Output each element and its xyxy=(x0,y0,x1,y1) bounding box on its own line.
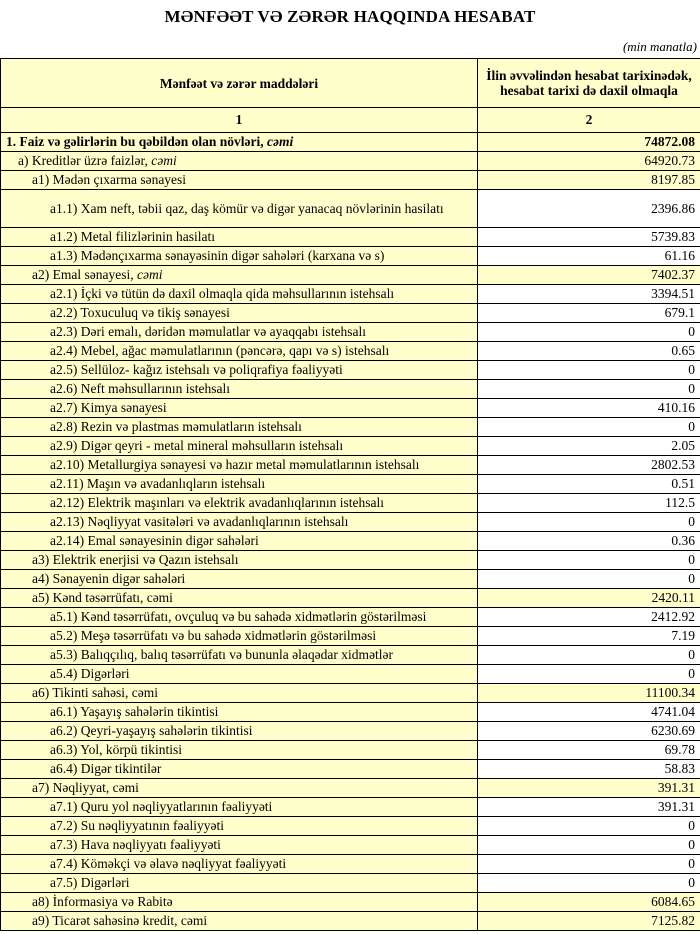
row-value: 0 xyxy=(478,323,700,342)
row-label: a2.12) Elektrik maşınları və elektrik avadanlıqlarının istehsalı xyxy=(1,494,478,513)
table-row xyxy=(1,247,700,266)
row-label: a7.1) Quru yol nəqliyyatlarının fəaliyyəti xyxy=(1,798,478,817)
row-label: a5) Kənd təsərrüfatı, cəmi xyxy=(1,589,478,608)
table-row xyxy=(1,152,700,171)
table-row xyxy=(1,532,700,551)
row-value: 7125.82 xyxy=(478,912,700,931)
header-row xyxy=(1,59,700,108)
row-label: a5.1) Kənd təsərrüfatı, ovçuluq və bu sahədə xidmətlərin göstərilməsi xyxy=(1,608,478,627)
row-label: a2.14) Emal sənayesinin digər sahələri xyxy=(1,532,478,551)
row-value: 391.31 xyxy=(478,798,700,817)
row-value: 391.31 xyxy=(478,779,700,798)
row-value: 112.5 xyxy=(478,494,700,513)
row-value: 58.83 xyxy=(478,760,700,779)
row-value: 0 xyxy=(478,361,700,380)
row-label: a2.5) Sellüloz- kağız istehsalı və poliqrafiya fəaliyyəti xyxy=(1,361,478,380)
row-label: a9) Ticarət sahəsinə kredit, cəmi xyxy=(1,912,478,931)
row-value: 0 xyxy=(478,836,700,855)
col1-header: Mənfəət və zərər maddələri xyxy=(1,59,478,108)
row-value: 0 xyxy=(478,380,700,399)
table-row xyxy=(1,912,700,931)
row-label: a7.5) Digərləri xyxy=(1,874,478,893)
row-label: a1.3) Mədənçıxarma sənayəsinin digər sahələri (karxana və s) xyxy=(1,247,478,266)
row-value: 2802.53 xyxy=(478,456,700,475)
row-value: 0.65 xyxy=(478,342,700,361)
row-value: 0.36 xyxy=(478,532,700,551)
table-row xyxy=(1,836,700,855)
table-row xyxy=(1,646,700,665)
row-value: 74872.08 xyxy=(478,133,700,152)
row-label: a6) Tikinti sahəsi, cəmi xyxy=(1,684,478,703)
pnl-table xyxy=(0,58,700,931)
table-row xyxy=(1,874,700,893)
table-row xyxy=(1,608,700,627)
row-label-italic: cəmi xyxy=(151,153,177,168)
row-label: a1) Mədən çıxarma sənayesi xyxy=(1,171,478,190)
row-value: 0 xyxy=(478,418,700,437)
row-value: 0 xyxy=(478,665,700,684)
row-label-italic: cəmi xyxy=(136,267,163,282)
row-value: 2420.11 xyxy=(478,589,700,608)
row-value: 61.16 xyxy=(478,247,700,266)
table-row xyxy=(1,190,700,228)
table-row xyxy=(1,570,700,589)
row-value: 3394.51 xyxy=(478,285,700,304)
table-row xyxy=(1,855,700,874)
row-label: a8) İnformasiya və Rabitə xyxy=(1,893,478,912)
table-row xyxy=(1,741,700,760)
row-value: 2396.86 xyxy=(478,190,700,228)
table-row xyxy=(1,551,700,570)
row-value: 69.78 xyxy=(478,741,700,760)
table-row xyxy=(1,228,700,247)
table-row xyxy=(1,475,700,494)
row-value: 0 xyxy=(478,551,700,570)
row-value: 0 xyxy=(478,570,700,589)
col1-number: 1 xyxy=(1,108,478,133)
row-label: a7.3) Hava nəqliyyatı fəaliyyəti xyxy=(1,836,478,855)
row-value: 64920.73 xyxy=(478,152,700,171)
row-label: a6.4) Digər tikintilər xyxy=(1,760,478,779)
row-value: 11100.34 xyxy=(478,684,700,703)
page-title: MƏNFƏƏT VƏ ZƏRƏR HAQQINDA HESABAT xyxy=(164,7,536,26)
row-value: 2412.92 xyxy=(478,608,700,627)
row-label: a2.3) Dəri emalı, dəridən məmulatlar və ayaqqabı istehsalı xyxy=(1,323,478,342)
row-label: a2.4) Mebel, ağac məmulatlarının (pəncərə, qapı və s) istehsalı xyxy=(1,342,478,361)
row-label: a7) Nəqliyyat, cəmi xyxy=(1,779,478,798)
table-body xyxy=(1,133,700,931)
row-label: a3) Elektrik enerjisi və Qazın istehsalı xyxy=(1,551,478,570)
row-value: 7.19 xyxy=(478,627,700,646)
table-row xyxy=(1,266,700,285)
table-row xyxy=(1,171,700,190)
row-value: 679.1 xyxy=(478,304,700,323)
row-value: 0.51 xyxy=(478,475,700,494)
row-value: 0 xyxy=(478,817,700,836)
row-label: a6.1) Yaşayış sahələrin tikintisi xyxy=(1,703,478,722)
table-row xyxy=(1,418,700,437)
row-label: a5.3) Balıqçılıq, balıq təsərrüfatı və bununla əlaqədar xidmətlər xyxy=(1,646,478,665)
row-value: 8197.85 xyxy=(478,171,700,190)
row-label: a5.2) Meşə təsərrüfatı və bu sahədə xidmətlərin göstərilməsi xyxy=(1,627,478,646)
row-label: a2.8) Rezin və plastmas məmulatların istehsalı xyxy=(1,418,478,437)
table-row xyxy=(1,323,700,342)
row-value: 410.16 xyxy=(478,399,700,418)
row-label: a2.13) Nəqliyyat vasitələri və avadanlıqlarının istehsalı xyxy=(1,513,478,532)
table-row xyxy=(1,133,700,152)
row-label: a2.6) Neft məhsullarının istehsalı xyxy=(1,380,478,399)
row-label: a7.4) Köməkçi və əlavə nəqliyyat fəaliyyəti xyxy=(1,855,478,874)
row-value: 0 xyxy=(478,874,700,893)
row-label: a7.2) Su nəqliyyatının fəaliyyəti xyxy=(1,817,478,836)
table-row xyxy=(1,361,700,380)
row-value: 0 xyxy=(478,855,700,874)
table-row xyxy=(1,798,700,817)
row-value: 4741.04 xyxy=(478,703,700,722)
column-number-row xyxy=(1,108,700,133)
row-label: a1.2) Metal filizlərinin hasilatı xyxy=(1,228,478,247)
row-label: a6.2) Qeyri-yaşayış sahələrin tikintisi xyxy=(1,722,478,741)
unit-note: (min manatla) xyxy=(622,39,697,54)
row-value: 0 xyxy=(478,513,700,532)
table-row xyxy=(1,893,700,912)
table-row xyxy=(1,665,700,684)
col2-header: İlin əvvəlindən hesabat tarixinədək, hesabat tarixi də daxil olmaqla xyxy=(478,59,700,108)
table-row xyxy=(1,304,700,323)
row-label: a2) Emal sənayesi, cəmi xyxy=(1,266,478,285)
row-label: a5.4) Digərləri xyxy=(1,665,478,684)
row-value: 6230.69 xyxy=(478,722,700,741)
table-row xyxy=(1,494,700,513)
table-row xyxy=(1,779,700,798)
table-row xyxy=(1,589,700,608)
row-label: a2.10) Metallurgiya sənayesi və hazır metal məmulatlarının istehsalı xyxy=(1,456,478,475)
table-row xyxy=(1,722,700,741)
row-label-italic: cəmi xyxy=(267,134,294,149)
row-label: a2.11) Maşın və avadanlıqların istehsalı xyxy=(1,475,478,494)
table-row xyxy=(1,399,700,418)
row-label: 1. Faiz və gəlirlərin bu qəbildən olan növləri, cəmi xyxy=(1,133,478,152)
row-value: 0 xyxy=(478,646,700,665)
table-row xyxy=(1,342,700,361)
table-row xyxy=(1,437,700,456)
row-label: a2.2) Toxuculuq və tikiş sənayesi xyxy=(1,304,478,323)
row-value: 7402.37 xyxy=(478,266,700,285)
row-value: 5739.83 xyxy=(478,228,700,247)
table-row xyxy=(1,513,700,532)
table-row xyxy=(1,684,700,703)
table-row xyxy=(1,817,700,836)
row-label: a2.7) Kimya sənayesi xyxy=(1,399,478,418)
row-label: a2.9) Digər qeyri - metal mineral məhsulların istehsalı xyxy=(1,437,478,456)
table-row xyxy=(1,456,700,475)
table-row xyxy=(1,380,700,399)
row-value: 6084.65 xyxy=(478,893,700,912)
col2-number: 2 xyxy=(478,108,700,133)
row-label: a6.3) Yol, körpü tikintisi xyxy=(1,741,478,760)
row-label: a2.1) İçki və tütün də daxil olmaqla qida məhsullarının istehsalı xyxy=(1,285,478,304)
row-label: a1.1) Xam neft, təbii qaz, daş kömür və digər yanacaq növlərinin hasilatı xyxy=(1,190,478,228)
row-value: 2.05 xyxy=(478,437,700,456)
table-row xyxy=(1,703,700,722)
table-row xyxy=(1,760,700,779)
table-row xyxy=(1,627,700,646)
row-label: a4) Sənayenin digər sahələri xyxy=(1,570,478,589)
table-row xyxy=(1,285,700,304)
row-label: a) Kreditlər üzrə faizlər, cəmi xyxy=(1,152,478,171)
